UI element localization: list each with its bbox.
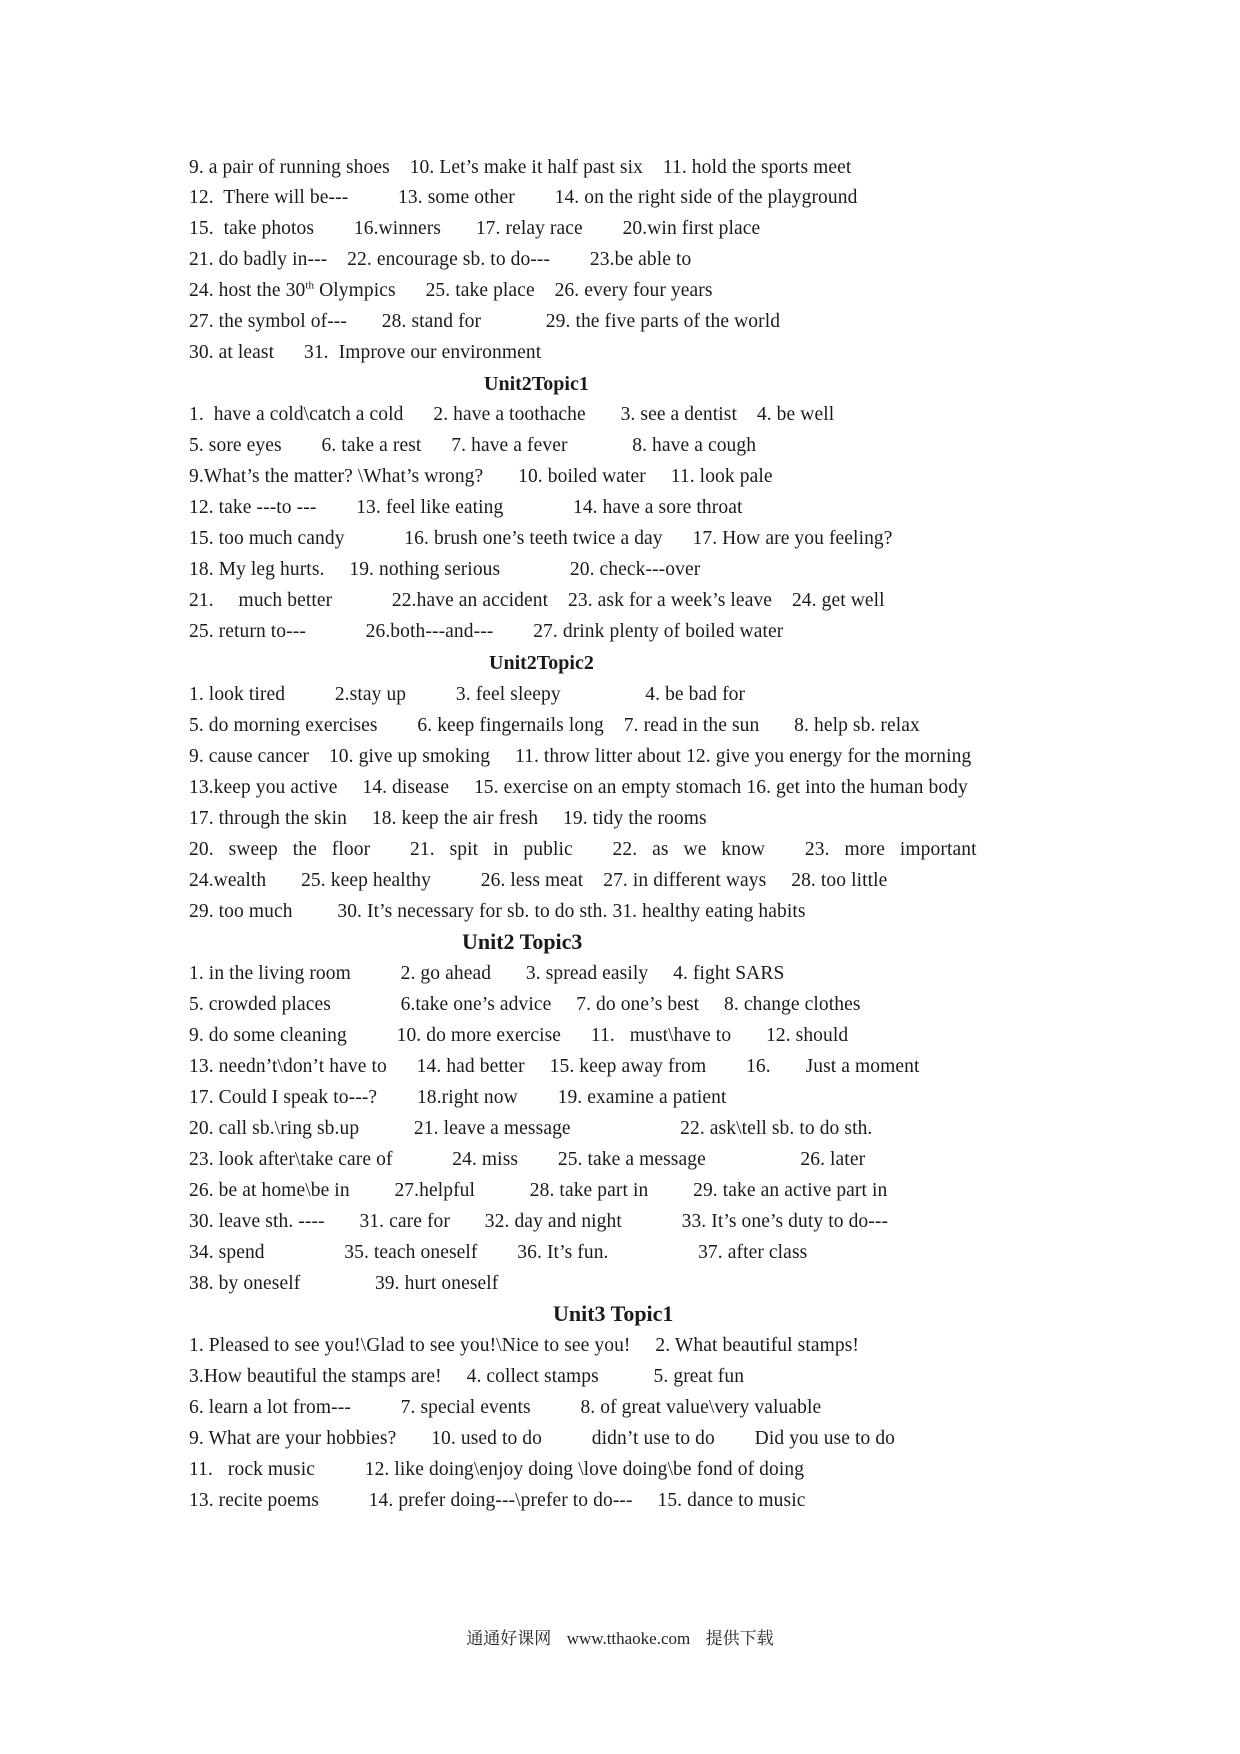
phrase-line: 20. sweep the floor 21. spit in public 22. as we know 23. more important xyxy=(189,839,977,860)
phrase-line: 29. too much 30. It’s necessary for sb. to do sth. 31. healthy eating habits xyxy=(189,901,806,922)
phrase-line: 26. be at home\be in 27.helpful 28. take part in 29. take an active part in xyxy=(189,1180,888,1201)
superscript: th xyxy=(305,279,315,292)
phrase-line: 1. look tired 2.stay up 3. feel sleepy 4. be bad for xyxy=(189,684,746,705)
phrase-line: 25. return to--- 26.both---and--- 27. drink plenty of boiled water xyxy=(189,621,784,642)
phrase-line: 34. spend 35. teach oneself 36. It’s fun. 37. after class xyxy=(189,1242,808,1263)
phrase-line: 9. do some cleaning 10. do more exercise 11. must\have to 12. should xyxy=(189,1025,849,1046)
phrase-line: 13. needn’t\don’t have to 14. had better 15. keep away from 16. Just a moment xyxy=(189,1056,920,1077)
phrase-line: 11. rock music 12. like doing\enjoy doing \love doing\be fond of doing xyxy=(189,1459,805,1480)
phrase-line: 13.keep you active 14. disease 15. exercise on an empty stomach 16. get into the human body xyxy=(189,777,968,798)
phrase-line: 9. a pair of running shoes 10. Let’s make it half past six 11. hold the sports meet xyxy=(189,157,852,178)
phrase-line: 5. do morning exercises 6. keep fingernails long 7. read in the sun 8. help sb. relax xyxy=(189,715,920,736)
phrase-line: 3.How beautiful the stamps are! 4. collect stamps 5. great fun xyxy=(189,1366,745,1387)
phrase-line: 17. through the skin 18. keep the air fresh 19. tidy the rooms xyxy=(189,808,707,829)
phrase-line: 9. What are your hobbies? 10. used to do didn’t use to do Did you use to do xyxy=(189,1428,896,1449)
phrase-line: 30. at least 31. Improve our environment xyxy=(189,342,542,363)
phrase-line: 5. sore eyes 6. take a rest 7. have a fever 8. have a cough xyxy=(189,435,757,456)
page-footer xyxy=(0,1628,1240,1650)
phrase-line: 15. too much candy 16. brush one’s teeth twice a day 17. How are you feeling? xyxy=(189,528,893,549)
phrase-line: 24.wealth 25. keep healthy 26. less meat 27. in different ways 28. too little xyxy=(189,870,888,891)
phrase-line: 30. leave sth. ---- 31. care for 32. day and night 33. It’s one’s duty to do--- xyxy=(189,1211,889,1232)
phrase-line: 15. take photos 16.winners 17. relay race 20.win first place xyxy=(189,218,761,239)
phrase-line: 9.What’s the matter? \What’s wrong? 10. boiled water 11. look pale xyxy=(189,466,773,487)
section-heading: Unit2 Topic3 xyxy=(462,929,583,954)
section-heading: Unit2Topic2 xyxy=(489,652,594,674)
phrase-line: 27. the symbol of--- 28. stand for 29. the five parts of the world xyxy=(189,311,781,332)
phrase-line: 6. learn a lot from--- 7. special events 8. of great value\very valuable xyxy=(189,1397,822,1418)
phrase-line: 1. Pleased to see you!\Glad to see you!\Nice to see you! 2. What beautiful stamps! xyxy=(189,1335,859,1356)
phrase-line: 23. look after\take care of 24. miss 25. take a message 26. later xyxy=(189,1149,866,1170)
phrase-line: 21. do badly in--- 22. encourage sb. to do--- 23.be able to xyxy=(189,249,692,270)
footer-download-note: 提供下载 xyxy=(705,1629,774,1649)
phrase-line: 13. recite poems 14. prefer doing---\prefer to do--- 15. dance to music xyxy=(189,1490,806,1511)
footer-url: www.tthaoke.com xyxy=(566,1629,691,1648)
phrase-text: 24. host the 30 xyxy=(189,280,306,301)
phrase-line: 9. cause cancer 10. give up smoking 11. throw litter about 12. give you energy for the morning xyxy=(189,746,972,767)
phrase-line: 1. have a cold\catch a cold 2. have a toothache 3. see a dentist 4. be well xyxy=(189,404,835,425)
phrase-line: 17. Could I speak to---? 18.right now 19. examine a patient xyxy=(189,1087,727,1108)
phrase-line-with-superscript xyxy=(189,279,713,303)
phrase-line: 1. in the living room 2. go ahead 3. spread easily 4. fight SARS xyxy=(189,963,785,984)
section-heading: Unit2Topic1 xyxy=(484,373,589,395)
phrase-line: 12. take ---to --- 13. feel like eating 14. have a sore throat xyxy=(189,497,743,518)
phrase-text: Olympics 25. take place 26. every four years xyxy=(314,280,713,301)
section-heading: Unit3 Topic1 xyxy=(553,1301,674,1326)
phrase-line: 12. There will be--- 13. some other 14. on the right side of the playground xyxy=(189,187,858,208)
phrase-line: 18. My leg hurts. 19. nothing serious 20. check---over xyxy=(189,559,701,580)
phrase-line: 5. crowded places 6.take one’s advice 7. do one’s best 8. change clothes xyxy=(189,994,861,1015)
phrase-line: 21. much better 22.have an accident 23. ask for a week’s leave 24. get well xyxy=(189,590,885,611)
phrase-line: 20. call sb.\ring sb.up 21. leave a message 22. ask\tell sb. to do sth. xyxy=(189,1118,873,1139)
footer-site-name: 通通好课网 xyxy=(466,1629,552,1649)
phrase-line: 38. by oneself 39. hurt oneself xyxy=(189,1273,499,1294)
